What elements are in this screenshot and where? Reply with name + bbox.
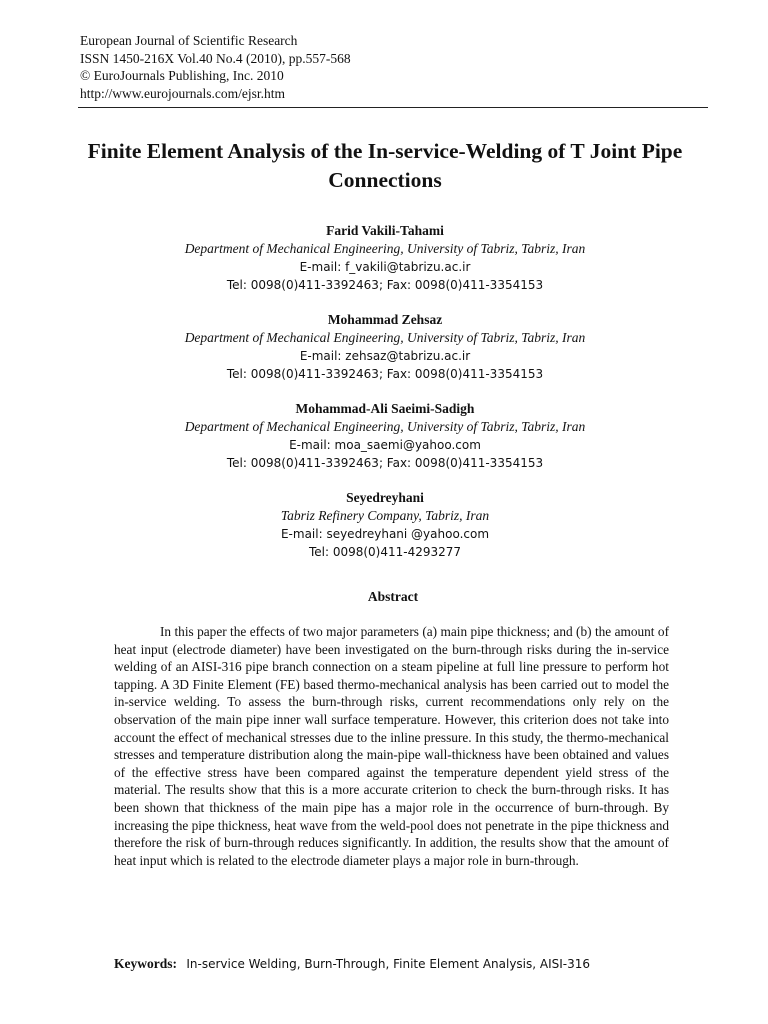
author-email: E-mail: moa_saemi@yahoo.com (289, 438, 481, 452)
issn-line: ISSN 1450-216X Vol.40 No.4 (2010), pp.557-568 (80, 50, 351, 66)
header-divider (78, 107, 708, 108)
author-email: E-mail: seyedreyhani @yahoo.com (280, 527, 490, 541)
keywords-value: In-service Welding, Burn-Through, Finite Element Analysis, AISI-316 (186, 957, 591, 971)
author-affiliation: Department of Mechanical Engineering, University of Tabriz, Tabriz, Iran (184, 241, 586, 256)
author-block (80, 489, 690, 561)
author-block (80, 311, 690, 383)
author-email: E-mail: f_vakili@tabrizu.ac.ir (299, 260, 471, 274)
abstract-heading: Abstract (367, 589, 419, 604)
author-name: Farid Vakili-Tahami (326, 223, 444, 238)
author-phone: Tel: 0098(0)411-3392463; Fax: 0098(0)411-3354153 (226, 278, 544, 292)
author-name: Mohammad Zehsaz (327, 312, 443, 327)
author-block (80, 222, 690, 294)
author-phone: Tel: 0098(0)411-4293277 (308, 545, 462, 559)
author-affiliation: Tabriz Refinery Company, Tabriz, Iran (280, 508, 490, 523)
author-affiliation: Department of Mechanical Engineering, University of Tabriz, Tabriz, Iran (184, 330, 586, 345)
abstract-text: In this paper the effects of two major parameters (a) main pipe thickness; and (b) the amount of heat input (electrode diameter) have been investigated on the burn-through risks during the in-service welding of an AISI-316 pipe branch connection on a steam pipeline at full line pressure to perform hot tapping. A 3D Finite Element (FE) based thermo-mechanical analysis has been carried out to model the in-service welding. To assess the burn-through risks, current recommendations only rely on the observation of the main pipe inner wall surface temperature. However, this criterion does not take into account the effect of mechanical stresses due to the inline pressure. In this study, the thermo-mechanical stresses and temperature distribution along the main-pipe wall-thickness have been obtained and values of the effective stress have been compared against the temperature dependent yield stress of the material. The results show that this is a more accurate criterion to check the burn-through risks. It has been shown that thickness of the main pipe has a major role in the occurrence of burn-through. By increasing the pipe thickness, heat wave from the weld-pool does not penetrate in the pipe thickness and therefore the risk of burn-through reduces significantly. In addition, the results show that the amount of heat input which is related to the electrode diameter plays a major role in burn-through. (114, 624, 669, 868)
author-phone: Tel: 0098(0)411-3392463; Fax: 0098(0)411-3354153 (226, 367, 544, 381)
author-name: Seyedreyhani (346, 490, 424, 505)
author-list (80, 222, 690, 578)
copyright-line: © EuroJournals Publishing, Inc. 2010 (80, 68, 284, 83)
author-affiliation: Department of Mechanical Engineering, University of Tabriz, Tabriz, Iran (184, 419, 586, 434)
keywords-line (114, 955, 590, 973)
author-block (80, 400, 690, 472)
author-phone: Tel: 0098(0)411-3392463; Fax: 0098(0)411-3354153 (226, 456, 544, 470)
paper-title: Finite Element Analysis of the In-service-Welding of T Joint Pipe Connections (87, 139, 683, 192)
keywords-label: Keywords: (114, 956, 177, 971)
journal-header (80, 32, 351, 102)
author-name: Mohammad-Ali Saeimi-Sadigh (295, 401, 475, 416)
journal-url[interactable]: http://www.eurojournals.com/ejsr.htm (80, 85, 285, 101)
author-email: E-mail: zehsaz@tabrizu.ac.ir (299, 349, 471, 363)
journal-name: European Journal of Scientific Research (80, 33, 298, 48)
